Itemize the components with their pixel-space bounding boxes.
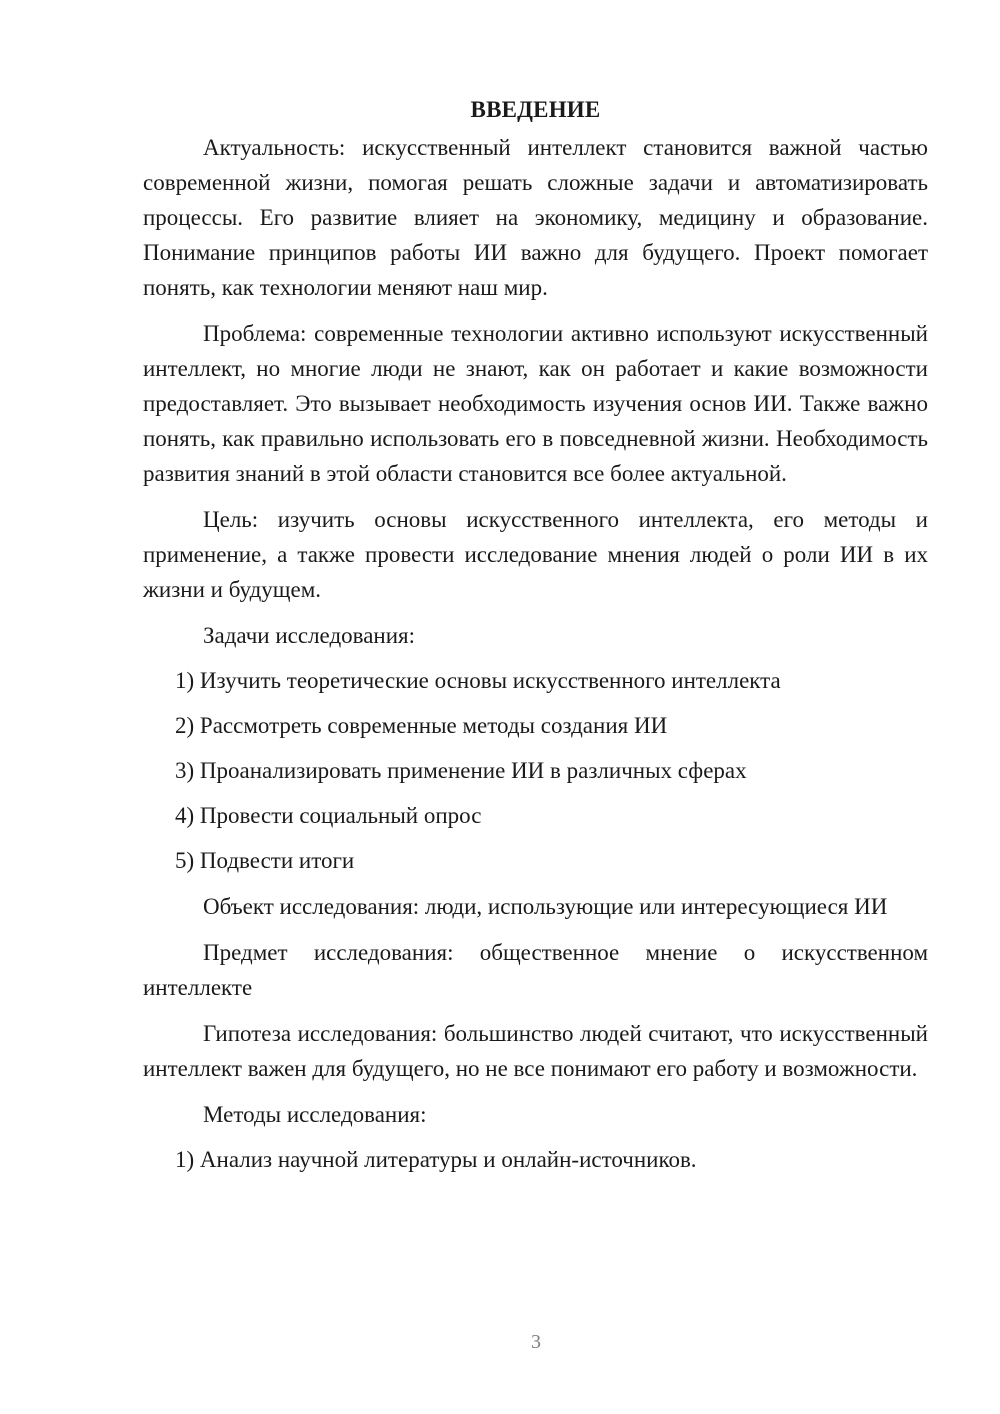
list-item: 3) Проанализировать применение ИИ в различных сферах [175, 758, 747, 783]
list-item: 5) Подвести итоги [175, 848, 355, 873]
tasks-label: Задачи исследования: [203, 623, 416, 648]
list-item: 4) Провести социальный опрос [175, 803, 482, 828]
section-heading: ВВЕДЕНИЕ [470, 97, 601, 122]
page-number: 3 [531, 1331, 541, 1353]
problem-paragraph: Проблема: современные технологии активно используют искусственный интеллект, но многие люди не знают, как он работает и какие возможности предоставляет. Это вызывает необходимость изучения основ ИИ. Также важно понять, как правильно использовать его в повседневной жизни. Необходимость развития знаний в этой области становится все более актуальной. [143, 321, 928, 486]
relevance-paragraph: Актуальность: искусственный интеллект становится важной частью современной жизни, помогая решать сложные задачи и автоматизировать процессы. Его развитие влияет на экономику, медицину и образование. Понимание принципов работы ИИ важно для будущего. Проект помогает понять, как технологии меняют наш мир. [143, 135, 928, 300]
subject-paragraph: Предмет исследования: общественное мнение о искусственном интеллекте [143, 940, 928, 1000]
hypothesis-paragraph: Гипотеза исследования: большинство людей считают, что искусственный интеллект важен для будущего, но не все понимают его работу и возможности. [143, 1021, 928, 1081]
tasks-list [143, 663, 928, 878]
object-paragraph: Объект исследования: люди, использующие или интересующиеся ИИ [203, 894, 888, 919]
list-item: 1) Изучить теоретические основы искусственного интеллекта [175, 668, 781, 693]
goal-paragraph: Цель: изучить основы искусственного интеллекта, его методы и применение, а также провести исследование мнения людей о роли ИИ в их жизни и будущем. [143, 507, 928, 602]
page-content [143, 92, 928, 1177]
methods-label: Методы исследования: [203, 1102, 427, 1127]
methods-list [143, 1142, 928, 1177]
list-item: 1) Анализ научной литературы и онлайн-источников. [175, 1147, 697, 1172]
list-item: 2) Рассмотреть современные методы создания ИИ [175, 713, 668, 738]
